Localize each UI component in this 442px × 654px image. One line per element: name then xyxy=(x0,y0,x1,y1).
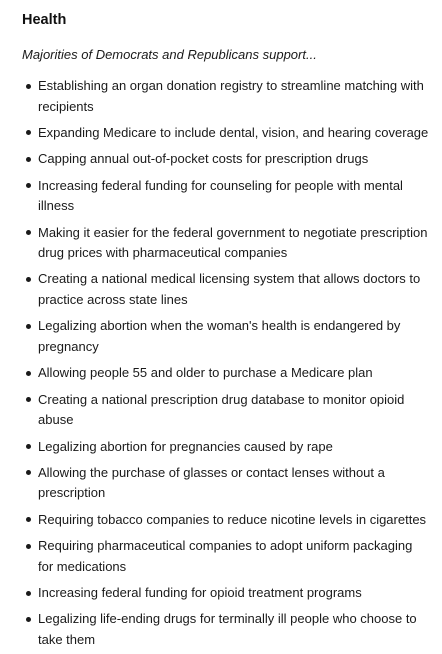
list-item-text: Legalizing abortion when the woman's health is endangered by pregnancy xyxy=(38,318,401,354)
bullet-icon xyxy=(26,84,31,89)
list-item-text: Capping annual out-of-pocket costs for prescription drugs xyxy=(38,151,369,167)
list-item-text: Legalizing life-ending drugs for terminally ill people who choose to take them xyxy=(38,611,417,647)
bullet-icon xyxy=(26,444,31,449)
bullet-icon xyxy=(26,277,31,282)
list-item-text: Allowing the purchase of glasses or contact lenses without a prescription xyxy=(38,464,385,501)
list-item xyxy=(22,609,430,650)
list-item xyxy=(22,149,430,170)
list-item xyxy=(22,223,430,264)
list-item xyxy=(22,269,430,310)
list-item-text: Legalizing abortion for pregnancies caused by rape xyxy=(38,438,333,454)
list-item-text: Allowing people 55 and older to purchase a Medicare plan xyxy=(38,365,373,381)
bullet-icon xyxy=(26,130,31,135)
list-item xyxy=(22,390,430,431)
list-item-text: Making it easier for the federal government to negotiate prescription drug prices with pharmaceutical companies xyxy=(38,224,428,261)
list-item xyxy=(22,123,430,144)
section-heading: Health xyxy=(22,12,67,28)
list-item xyxy=(22,536,430,577)
bullet-icon xyxy=(26,371,31,376)
list-item-text: Creating a national medical licensing system that allows doctors to practice across state lines xyxy=(38,271,421,307)
list-item xyxy=(22,76,430,117)
bullet-icon xyxy=(26,517,31,522)
bullet-icon xyxy=(26,157,31,162)
bullet-icon xyxy=(26,397,31,402)
list-item xyxy=(22,316,430,357)
list-item-text: Expanding Medicare to include dental, vision, and hearing coverage xyxy=(38,124,429,140)
list-item xyxy=(22,437,430,458)
bullet-icon xyxy=(26,230,31,235)
bullet-icon xyxy=(26,324,31,329)
list-item xyxy=(22,363,430,384)
bullet-icon xyxy=(26,470,31,475)
bullet-icon xyxy=(26,544,31,549)
policy-list xyxy=(22,76,430,650)
section-subtitle: Majorities of Democrats and Republicans support... xyxy=(22,47,317,62)
bullet-icon xyxy=(26,617,31,622)
list-item-text: Increasing federal funding for opioid treatment programs xyxy=(38,585,362,601)
list-item-text: Increasing federal funding for counseling for people with mental illness xyxy=(38,177,403,214)
list-item xyxy=(22,583,430,604)
list-item xyxy=(22,510,430,531)
list-item-text: Creating a national prescription drug database to monitor opioid abuse xyxy=(38,391,405,428)
list-item xyxy=(22,463,430,504)
list-item-text: Requiring tobacco companies to reduce nicotine levels in cigarettes xyxy=(38,511,427,527)
bullet-icon xyxy=(26,183,31,188)
list-item-text: Requiring pharmaceutical companies to adopt uniform packaging for medications xyxy=(38,538,413,574)
bullet-icon xyxy=(26,591,31,596)
list-item-text: Establishing an organ donation registry to streamline matching with recipients xyxy=(38,78,424,114)
list-item xyxy=(22,176,430,217)
